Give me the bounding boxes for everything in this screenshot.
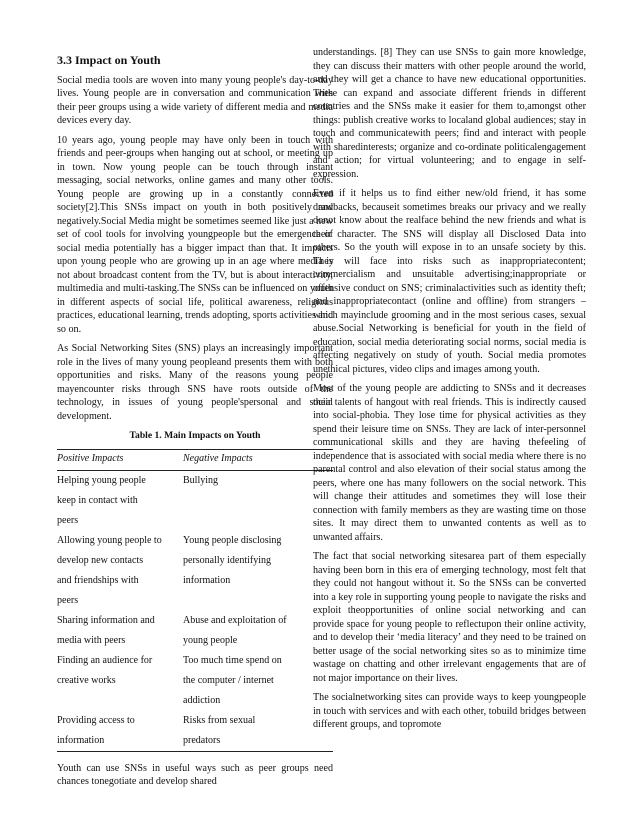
body-paragraph: understandings. [8] They can use SNSs to gain more knowledge, they can discuss their matters with other people around the world, and they will get a chance to have new educational opportunities. These can expand and associate different friends in different countries and the SNSs make it easier for them to,amongst other things: publish creative works to localand global audiences; stay in touch and communicatewith peers; find and interact with people with sharedinterests; organize and co-ordinate politicalengagement and action; for virtual volunteering; and to engage in self-expression. [313, 47, 586, 180]
cell-text-line: Too much time spend on [183, 654, 282, 666]
negative-impact-cell [183, 531, 333, 611]
cell-text-line: Helping young people [57, 474, 146, 486]
positive-impact-cell [57, 531, 183, 611]
cell-text-line: peers [57, 594, 79, 606]
right-column [313, 46, 586, 738]
body-paragraph: The fact that social networking sitesarea part of them especially having been born in this era of emerging technology, most felt that they could not hangout without it. So the SNSs can be converted into a key role in supporting young people to navigate the risks and exploit theopportunities of online social networking and can provide space for young people to reflectupon their online activity, and to develop their ‘media literacy’ and they need to be trained on better usage of the social networking sites so as to minimize time wastage on chatting and other irrelevant engagements that are of not major importance on their lives. [313, 551, 586, 684]
cell-text-line: media with peers [57, 634, 126, 646]
positive-impact-cell [57, 711, 183, 752]
table-row [57, 651, 333, 711]
body-paragraph: As Social Networking Sites (SNS) plays an increasingly important role in the lives of many young peopleand presents them with both opportunities and risks. Many of the reasons young people mayencounter risks through SNS have roots outside of the technology, in issues of young people'spersonal and social development. [57, 343, 333, 422]
positive-impact-cell [57, 651, 183, 711]
positive-impact-cell [57, 611, 183, 651]
cell-text-line: Sharing information and [57, 614, 155, 626]
header-negative-impacts: Negative Impacts [183, 449, 333, 470]
cell-text-line: and friendships with [57, 574, 139, 586]
body-paragraph: Social media tools are woven into many young people's day-to-day lives. Young people are in conversation and communication with their peer groups using a wide variety of different media and media devices every day. [57, 74, 333, 126]
cell-text-line: creative works [57, 674, 116, 686]
cell-text-line: develop new contacts [57, 554, 144, 566]
table-header-row [57, 449, 333, 470]
header-positive-impacts: Positive Impacts [57, 449, 183, 470]
table-caption: Table 1. Main Impacts on Youth [129, 430, 261, 441]
cell-text-line: young people [183, 634, 238, 646]
cell-text-line: addiction [183, 694, 221, 706]
body-paragraph: 10 years ago, young people may have only been in touch with friends and peer-groups when hanging out at school, or meeting up in town. Now young people can be touch through instant messaging, social networks, online games and many other tools. Young people are growing up in a constantly connected society[2].This SNSs impact on youth in both positively and negatively.Social Media might be sometimes seemed like just a new set of cool tools for involving youngpeople but the emergence of social media potentially has a bigger impact than that. It impacts upon young people who are growing up in an age where media is not about broadcast content from the TV, but is about interactivity, multimedia and multi-tasking.The SNSs can be influenced on youth in different aspects of social life, political awareness, religious practices, educational learning, trends adopting, sports activities and so on. [57, 134, 333, 335]
cell-text-line: keep in contact with [57, 494, 138, 506]
body-paragraph: The socialnetworking sites can provide ways to keep youngpeople in touch with services and with each other, tobuild bridges between different groups, and topromote [313, 692, 586, 730]
section-heading: 3.3 Impact on Youth [57, 53, 161, 67]
negative-impact-cell [183, 711, 333, 752]
cell-text-line: information [57, 734, 105, 746]
table-row [57, 711, 333, 752]
cell-text-line: Providing access to [57, 714, 135, 726]
cell-text-line: predators [183, 734, 221, 746]
cell-text-line: Bullying [183, 474, 219, 486]
negative-impact-cell [183, 470, 333, 531]
cell-text-line: Abuse and exploitation of [183, 614, 287, 626]
cell-text-line: Finding an audience for [57, 654, 153, 666]
body-paragraph: Even if it helps us to find either new/old friend, it has some drawbacks, becauseit sometimes breaks our privacy and we really donot know about the realface behind the new friends and what is their character. The SNS will display all Disclosed Data into others. So the youth will expose in to an unsafe society by this. They will face into risks such as inappropriatecontent; commercialism and unsuitable advertising;inappropriate or offensive conduct on SNS; criminalactivities such as identity theft; and inappropriatecontact (online and offline) from strangers – which mayinclude grooming and in the most serious cases, sexual abuse.Social Networking is beneficial for youth in the field of education, social media deteriorating social norms, social media is affecting negatively on study of youth. Social media promotes unethical pictures, video clips and images among youth. [313, 188, 586, 375]
body-paragraph: Youth can use SNSs in useful ways such as peer groups need chances tonegotiate and develop shared [57, 762, 333, 787]
body-paragraph: Most of the young people are addicting to SNSs and it decreases their talents of hangout with real friends. This is indirectly caused into social-phobia. They lose time for physical activities as they spend their leisure time on SNSs. They are lack of inter-personnel communicational skills and they are having thefeeling of independence that is associated with social media where there is no parental control and also elevation of their social status among the peers, where one has many followers on the social network. This will change their attitudes and sometimes they will lose their connection with family members as they are wasting time on those sites. It may direct them to unwanted contents as well as to unwanted affairs. [313, 383, 586, 543]
cell-text-line: the computer / internet [183, 674, 274, 686]
negative-impact-cell [183, 611, 333, 651]
table-row [57, 531, 333, 611]
table-row [57, 611, 333, 651]
cell-text-line: Risks from sexual [183, 714, 256, 726]
positive-impact-cell [57, 470, 183, 531]
cell-text-line: personally identifying [183, 554, 272, 566]
cell-text-line: Young people disclosing [183, 534, 282, 546]
left-column [57, 46, 333, 795]
negative-impact-cell [183, 651, 333, 711]
table-row [57, 470, 333, 531]
cell-text-line: information [183, 574, 231, 586]
cell-text-line: peers [57, 514, 79, 526]
cell-text-line: Allowing young people to [57, 534, 162, 546]
impacts-table [57, 449, 333, 752]
